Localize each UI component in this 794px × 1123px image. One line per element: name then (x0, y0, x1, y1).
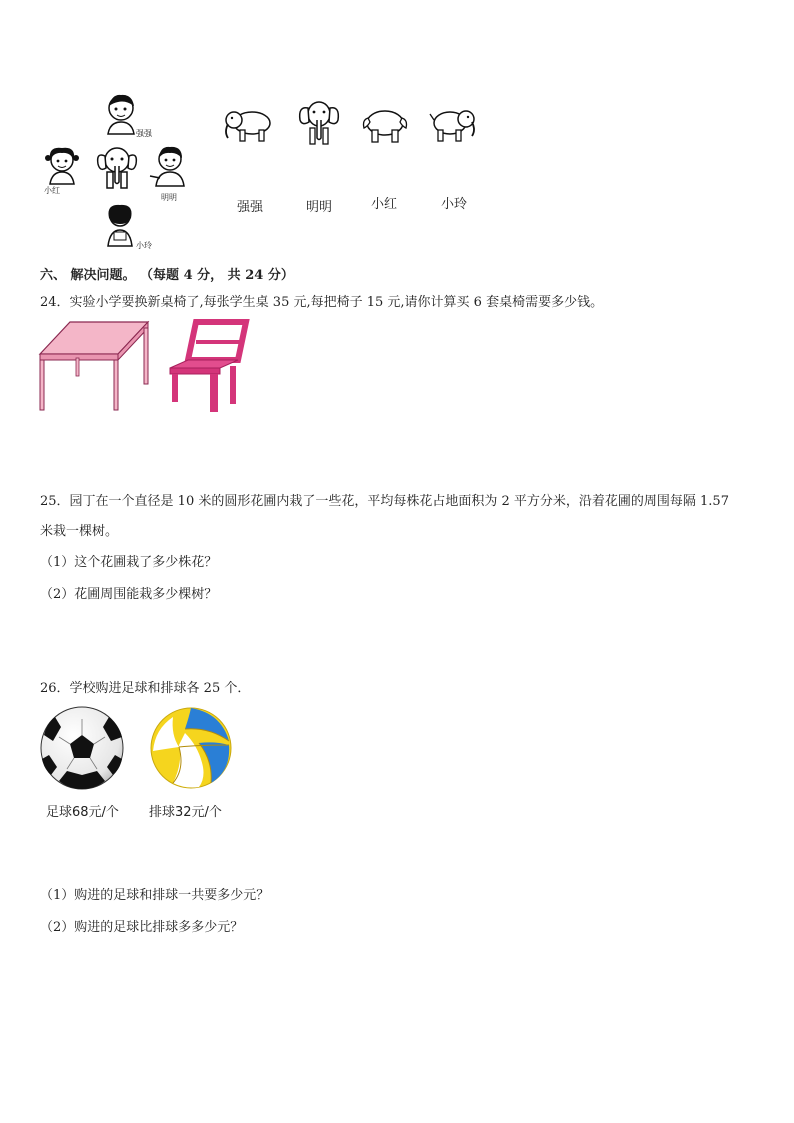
volleyball-icon (149, 705, 233, 791)
question-26-sub2: （2）购进的足球比排球多多少元？ (40, 920, 244, 935)
observer-label-xiaohong: 小红 (44, 186, 60, 195)
observer-label-mingming: 明明 (161, 193, 177, 202)
question-26-sub1: （1）购进的足球和排球一共要多少元？ (40, 888, 270, 903)
observer-figure (40, 90, 200, 255)
volleyball-price-label: 排球32元/个 (149, 805, 222, 820)
question-24: 24．实验小学要换新桌椅了,每张学生桌 35 元,每把椅子 15 元,请你计算买 6 套桌椅需要多少钱。 (40, 295, 604, 310)
observer-label-qiangqiang: 强强 (136, 129, 152, 138)
girl-xiaoling-icon (104, 204, 136, 248)
question-25-sub2: （2）花圃周围能栽多少棵树？ (40, 587, 218, 602)
question-25-line1: 25．园丁在一个直径是 10 米的圆形花圃内栽了一些花，平均每株花占地面积为 2 平方分米，沿着花圃的周围每隔 1.57 (40, 494, 729, 509)
view-label-mingming: 明明 (306, 200, 333, 215)
question-25-line2: 米栽一棵树。 (40, 524, 119, 539)
boy-qiangqiang-icon (104, 94, 138, 136)
girl-xiaohong-icon (44, 146, 80, 186)
desk-icon (38, 320, 150, 414)
section-heading: 六、 解决问题。 （每题 4 分， 共 24 分） (40, 268, 294, 283)
elephant-front-view-icon (298, 100, 340, 146)
elephant-side-left-icon (222, 108, 274, 144)
football-icon (39, 705, 125, 791)
elephant-side-right-icon (430, 108, 478, 144)
elephant-front-icon (96, 146, 138, 190)
elephant-back-view-icon (360, 108, 410, 144)
view-label-xiaohong: 小红 (371, 197, 398, 212)
view-label-qiangqiang: 强强 (237, 200, 264, 215)
view-label-xiaoling: 小玲 (441, 197, 468, 212)
chair-icon (166, 320, 250, 414)
observer-label-xiaoling: 小玲 (136, 241, 152, 250)
question-25-sub1: （1）这个花圃栽了多少株花？ (40, 555, 218, 570)
boy-mingming-icon (148, 146, 188, 188)
football-price-label: 足球68元/个 (46, 805, 119, 820)
question-26: 26．学校购进足球和排球各 25 个． (40, 681, 251, 696)
